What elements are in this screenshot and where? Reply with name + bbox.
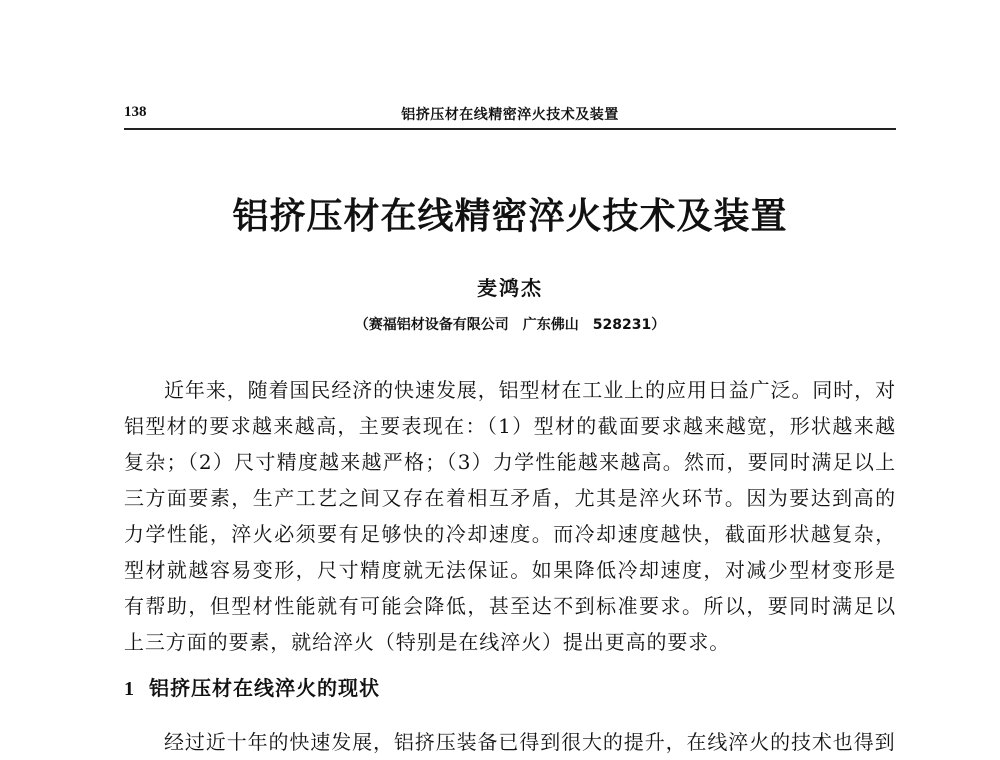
section-number: 1 (124, 678, 135, 700)
author-affiliation: （赛福铝材设备有限公司 广东佛山 528231） (354, 317, 666, 333)
article-title: 铝挤压材在线精密淬火技术及装置 (232, 195, 788, 237)
body-paragraph: 经过近十年的快速发展，铝挤压装备已得到很大的提升，在线淬火的技术也得到 (164, 730, 896, 754)
running-title: 铝挤压材在线精密淬火技术及装置 (401, 107, 619, 123)
page-number: 138 (124, 104, 147, 120)
section-heading (124, 672, 380, 701)
header-rule (124, 128, 896, 130)
running-header (124, 104, 896, 126)
body-paragraph: 近年来，随着国民经济的快速发展，铝型材在工业上的应用日益广泛。同时，对铝型材的要求越来越高，主要表现在：（1）型材的截面要求越来越宽，形状越来越复杂；（2）尺寸精度越来越严格；（3）力学性能越来越高。然而，要同时满足以上三方面要素，生产工艺之间又存在着相互矛盾，尤其是淬火环节。因为要达到高的力学性能，淬火必须要有足够快的冷却速度。而冷却速度越快，截面形状越复杂，型材就越容易变形，尺寸精度就无法保证。如果降低冷却速度，对减少型材变形是有帮助，但型材性能就有可能会降低，甚至达不到标准要求。所以，要同时满足以上三方面的要素，就给淬火（特别是在线淬火）提出更高的要求。 (124, 378, 896, 654)
section-title: 铝挤压材在线淬火的现状 (149, 676, 380, 700)
author-name: 麦鸿杰 (477, 276, 543, 300)
